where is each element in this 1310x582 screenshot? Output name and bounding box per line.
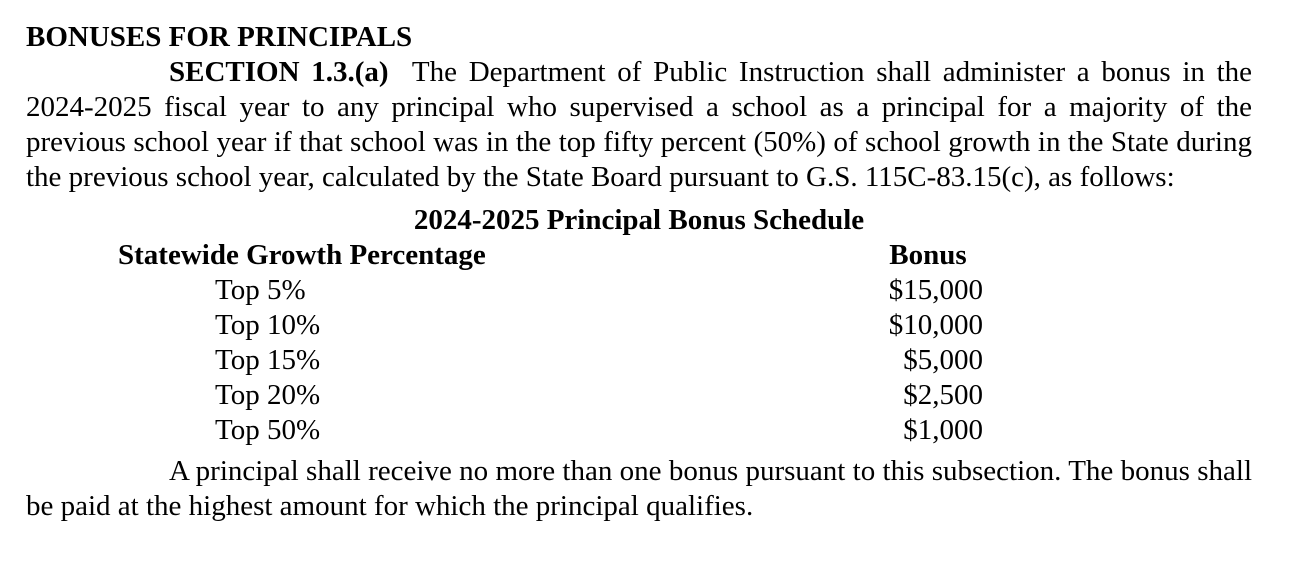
section-paragraph	[26, 55, 1252, 195]
column-header-bonus: Bonus	[889, 239, 967, 271]
bonus-cell: $15,000	[888, 274, 983, 306]
tier-cell: Top 20%	[215, 379, 321, 411]
tier-cell: Top 5%	[215, 274, 306, 306]
table-row	[26, 378, 1252, 413]
column-header-growth-percentage: Statewide Growth Percentage	[118, 239, 486, 271]
bonus-cell: $2,500	[903, 379, 983, 411]
table-row	[26, 273, 1252, 308]
table-row	[26, 343, 1252, 378]
table-row	[26, 413, 1252, 448]
section-number-label: SECTION 1.3.(a)	[169, 56, 389, 88]
closing-paragraph: A principal shall receive no more than one bonus pursuant to this subsection. The bonus shall be paid at the highest amount for which the principal qualifies.	[26, 455, 1252, 522]
schedule-header-row	[26, 238, 1252, 273]
schedule-title: 2024-2025 Principal Bonus Schedule	[413, 204, 865, 236]
bonus-cell: $5,000	[903, 344, 983, 376]
document-heading: BONUSES FOR PRINCIPALS	[26, 21, 413, 53]
tier-cell: Top 15%	[215, 344, 321, 376]
bonus-cell: $1,000	[903, 414, 983, 446]
bonus-cell: $10,000	[888, 309, 983, 341]
tier-cell: Top 50%	[215, 414, 321, 446]
section-body-text: The Department of Public Instruction shall administer a bonus in the 2024-2025 fiscal year to any principal who supervised a school as a principal for a majority of the previous school year if that school was in the top fifty percent (50%) of school growth in the State during the previous school year, calculated by the State Board pursuant to G.S. 115C-83.15(c), as follows:	[26, 56, 1252, 193]
tier-cell: Top 10%	[215, 309, 321, 341]
table-row	[26, 308, 1252, 343]
